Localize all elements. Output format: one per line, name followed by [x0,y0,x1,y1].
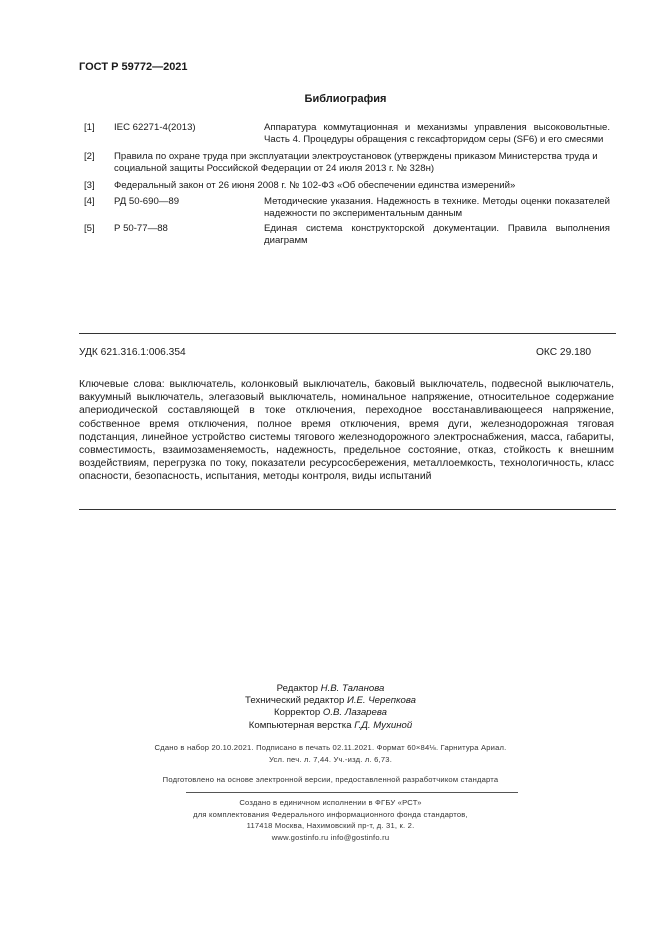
credit-corrector: Корректор О.В. Лазарева [274,707,387,719]
keywords-paragraph: Ключевые слова: выключатель, колонковый выключатель, баковый выключатель, подвесной выключатель, вакуумный выключатель, элегазовый выключатель, номинальное напряжение, относительное содержание апериодической составляющей в токе отключения, переходное восстанавливающееся напряжение, собственное время отключения, полное время отключения, время дуги, железнодорожная тяговая подстанция, линейное устройство системы тягового железнодорожного электроснабжения, масса, габариты, совместимость, взаимозаменяемость, надежность, предельное состояние, отказ, стойкость к внешним воздействиям, перегрузка по току, показатели ресурсосбережения, металлоемкость, технологичность, класс опасности, безопасность, испытания, методы контроля, виды испытаний [79,379,614,483]
divider-top [79,333,616,334]
footer-line-4: www.gostinfo.ru info@gostinfo.ru [271,832,390,842]
credit-editor: Редактор Н.В. Таланова [276,683,385,694]
prepared-note: Подготовлено на основе электронной версии, предоставленной разработчиком стандарта [162,775,499,784]
entry-code: IEC 62271-4(2013) [114,122,196,133]
udk-code: УДК 621.316.1:006.354 [79,347,186,358]
print-info-line-1: Сдано в набор 20.10.2021. Подписано в печать 02.11.2021. Формат 60×84⅛. Гарнитура Ариал. [154,743,507,752]
footer-line-2: для комплектования Федерального информационного фонда стандартов, [193,809,468,819]
entry-code: РД 50-690—89 [114,196,180,207]
entry-code: Р 50-77—88 [114,223,168,234]
entry-description: Аппаратура коммутационная и механизмы управления высоковольтные. Часть 4. Процедуры обращения с гексафторидом серы (SF6) и его смесями [264,122,610,145]
credits-block [0,683,661,732]
entry-number: [5] [84,223,95,234]
footer-block [0,797,661,843]
divider-bottom [79,509,616,510]
entry-description: Методические указания. Надежность в технике. Методы оценки показателей надежности по экспериментальным данным [264,196,610,219]
print-info-line-2: Усл. печ. л. 7,44. Уч.-изд. л. 6,73. [268,754,393,764]
print-info [0,742,661,765]
bibliography-title: Библиография [304,93,387,105]
footer-line-1: Создано в единичном исполнении в ФГБУ «РСТ» [239,798,422,807]
footer-divider [186,792,518,793]
entry-number: [2] [84,151,95,162]
entry-number: [4] [84,196,95,207]
footer-line-3: 117418 Москва, Нахимовский пр-т, д. 31, к. 2. [246,821,415,830]
entry-description: Единая система конструкторской документации. Правила выполнения диаграмм [264,223,610,246]
entry-number: [1] [84,122,95,133]
entry-full-text: Федеральный закон от 26 июня 2008 г. № 102-ФЗ «Об обеспечении единства измерений» [114,180,516,191]
credit-tech-editor: Технический редактор И.Е. Черепкова [245,695,416,707]
oks-code: ОКС 29.180 [536,347,592,358]
standard-number: ГОСТ Р 59772—2021 [79,61,188,73]
credit-layout: Компьютерная верстка Г.Д. Мухиной [248,719,413,731]
entry-number: [3] [84,180,95,191]
entry-full-text: Правила по охране труда при эксплуатации электроустановок (утверждены приказом Министерства труда и социальной защиты Российской Федерации от 24 июля 2013 г. № 328н) [114,151,598,174]
